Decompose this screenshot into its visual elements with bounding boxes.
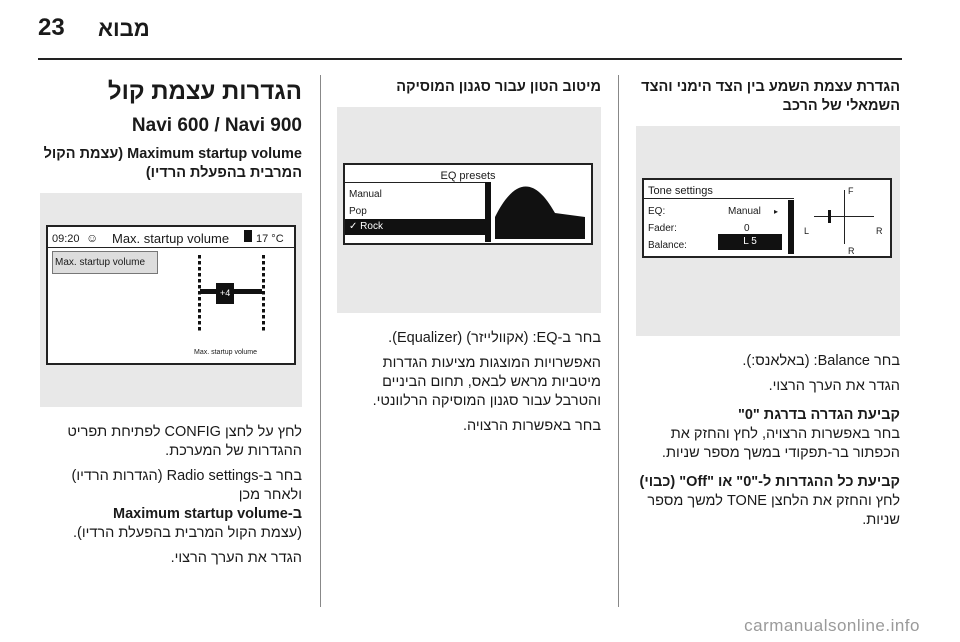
max-volume-heading: Maximum startup volume (עצמת הקול המרבית בהפעלת הרדיו) bbox=[43, 146, 302, 181]
phone-icon bbox=[244, 230, 252, 242]
para-config: לחץ על לחצן CONFIG לפתיחת תפריט ההגדרות של המערכת. bbox=[67, 424, 302, 459]
chevron-right-icon: ▸ bbox=[774, 207, 779, 216]
tone-row-balance-label: Balance: bbox=[648, 240, 687, 251]
compass-right: R bbox=[876, 226, 883, 236]
column-divider-1 bbox=[320, 75, 321, 607]
reset-all-heading: קביעת כל ההגדרות ל-"0" או "Off" (כבוי) bbox=[639, 474, 900, 490]
volume-caption: Max. startup volume bbox=[194, 349, 258, 356]
eq-screen-title: EQ presets bbox=[440, 170, 496, 182]
column-volume-settings bbox=[40, 78, 302, 574]
para-set-value-right: הגדר את הערך הרצוי. bbox=[768, 378, 900, 394]
volume-right-track bbox=[262, 255, 265, 331]
para-set-value: הגדר את הערך הרצוי. bbox=[170, 550, 302, 566]
reset-zero-heading: קביעת הגדרה בדרגת "0" bbox=[737, 407, 900, 423]
column-divider-2 bbox=[618, 75, 619, 607]
temperature: 17 °C bbox=[256, 233, 284, 245]
chapter-title: מבוא bbox=[98, 16, 150, 41]
model-subtitle: Navi 600 / Navi 900 bbox=[131, 115, 302, 136]
tone-screenshot bbox=[636, 126, 900, 336]
column-balance bbox=[636, 78, 900, 536]
tone-row-balance-value[interactable]: L 5 bbox=[718, 234, 782, 250]
smiley-icon: ☺ bbox=[86, 231, 99, 245]
column-eq-presets bbox=[337, 78, 601, 442]
volume-screen bbox=[46, 225, 296, 365]
para-radio-settings: בחר ב-Radio settings (הגדרות הרדיו) ולאחר מכן ב-Maximum startup volume (עצמת הקול המרבית בהפעלת הרדיו). bbox=[71, 468, 302, 541]
page-number: 23 bbox=[38, 14, 65, 41]
watermark: carmanualsonline.info bbox=[744, 616, 920, 635]
menu-item-max-volume[interactable]: Max. startup volume bbox=[52, 251, 158, 274]
para-equalizer: בחר ב-EQ: (אקוולייזר) (Equalizer). bbox=[388, 330, 601, 346]
eq-screenshot bbox=[337, 107, 601, 313]
para-balance: בחר Balance: (באלאנס:). bbox=[742, 353, 900, 369]
balance-heading: הגדרת עצמת השמע בין הצד הימני והצד השמאלי של הרכב bbox=[641, 79, 900, 114]
screen-title: Max. startup volume bbox=[112, 231, 230, 246]
volume-screenshot bbox=[40, 193, 302, 407]
tone-row-eq-label: EQ: bbox=[648, 206, 666, 217]
volume-value[interactable]: +4 bbox=[216, 283, 234, 304]
tone-row-fader-value[interactable]: 0 bbox=[744, 223, 750, 234]
eq-screen bbox=[343, 163, 593, 245]
eq-heading: מיטוב הטון עבור סגנון המוסיקה bbox=[396, 79, 601, 95]
eq-item-manual[interactable]: Manual bbox=[349, 189, 382, 200]
para-presets: האפשרויות המוצגות מציעות הגדרות מיטביות מראש לבאס, תחום הביניים והטרבל עבור סגנון המוסיקה הרלוונטי. bbox=[372, 355, 601, 409]
para-reset-zero: בחר באפשרות הרצויה, לחץ והחזק את הכפתור בר-תפקודי במשך מספר שניות. bbox=[661, 426, 900, 461]
balance-fader-cross bbox=[800, 180, 888, 254]
clock: 09:20 bbox=[52, 233, 80, 245]
top-rule bbox=[38, 58, 902, 60]
eq-item-rock[interactable]: ✓ Rock bbox=[345, 219, 485, 235]
eq-scrollbar[interactable] bbox=[485, 182, 491, 242]
compass-rear: R bbox=[848, 246, 855, 256]
para-choose-option: בחר באפשרות הרצויה. bbox=[462, 418, 601, 434]
eq-curve-graphic bbox=[495, 183, 585, 239]
compass-front: F bbox=[848, 186, 854, 196]
tone-row-fader-label: Fader: bbox=[648, 223, 677, 234]
eq-item-pop[interactable]: Pop bbox=[349, 206, 367, 217]
tone-screen-title: Tone settings bbox=[648, 185, 713, 197]
compass-left: L bbox=[804, 226, 810, 236]
para-tone-button: לחץ והחזק את הלחצן TONE למשך מספר שניות. bbox=[647, 493, 900, 528]
tone-row-eq-value[interactable]: Manual bbox=[728, 206, 761, 217]
tone-scrollbar[interactable] bbox=[788, 200, 794, 254]
section-title: הגדרות עצמת קול bbox=[107, 78, 302, 105]
tone-screen bbox=[642, 178, 892, 258]
